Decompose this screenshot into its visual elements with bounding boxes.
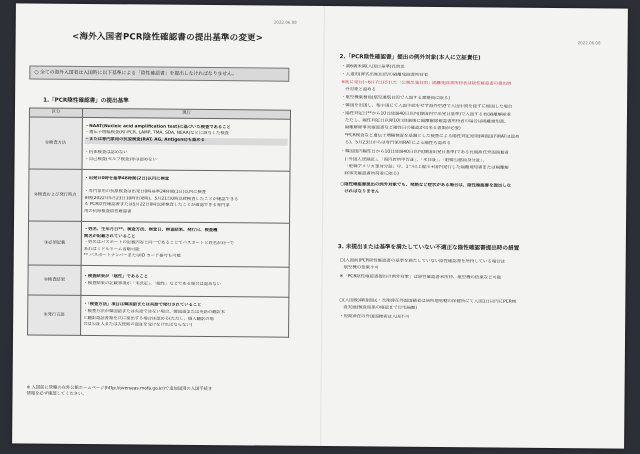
table-row xyxy=(28,295,289,337)
row-line: ・検査方法が韓国語または英語ではない場合、韓国語または英語の翻訳本 xyxy=(83,308,226,316)
row-content xyxy=(81,221,289,267)
footnote-line: 情報を必ず確認してください。 xyxy=(26,391,87,397)
row-line: と翻訳認証書類を共に提出する場合は認める(ただし、個人翻訳の場 xyxy=(83,315,214,322)
section-2-item: ・人道的(葬式出席)目的の隔離免除書所持者 xyxy=(341,72,429,78)
section-2-item: (「外国人登録証」、「国内居所申告証」、「永住証」、「駐韓公館員身分証」、 xyxy=(344,157,487,164)
row-line: ** パスポートナンバーまたはID カード番号も可能 xyxy=(83,253,181,260)
requirements-table xyxy=(27,107,291,337)
table-row xyxy=(28,265,289,297)
section-3-item: ○(入国前)PCR陰性確認書の基準を満たしていない陰性確認書を所持している場合は xyxy=(339,258,506,265)
section-3-item: 航空機の搭乗不可 xyxy=(343,265,379,271)
section-2-item: 「駐韓アメリカ軍身分証」中、1つ以上提示+国内発行した隔離通知書または隔離解 xyxy=(344,164,509,171)
row-line: 関名が記載されていること xyxy=(83,233,136,239)
section-2-item: *PCR検査など遺伝子増幅検査を基盤とした検査による陽性判定原則(韓国国内RATは認め xyxy=(344,133,520,140)
row-line: ・遺伝子増幅検査(RT-PCR, LAMP, TMA, SDA, NEAR)などに該当した検査 xyxy=(84,130,229,137)
row-line: ・または専門家用の抗原検査(RAT, AG, Antigens)も認める xyxy=(85,137,288,145)
table-row xyxy=(28,221,289,267)
row-line: ・NAAT(Nucleic acid amplification test)に基づいた検査であること xyxy=(84,123,231,130)
row-category: ③必須記載 xyxy=(28,221,81,265)
left-page-date: 2022.06.08 xyxy=(273,19,297,25)
entry-notice: ○ 全ての海外入国者は入国時に以下基準による「陰性確認書」を提出しなければなりません。 xyxy=(29,65,289,81)
row-line: ・検査結果の記載事項が「未決定」、「陽性」などである場合は認めない xyxy=(83,280,222,287)
section-2-item: 隔離解除事実確認書など陽性日の確認が出来る書類が必要) xyxy=(344,125,461,132)
section-2-item: 除事実確認書所持者に限る) xyxy=(344,171,399,177)
row-content xyxy=(81,295,289,337)
section-2-item: ただし、陽性判定日以降10日経過後に隔離解除確認書所持者の場合は隔離通知書、 xyxy=(344,118,509,125)
section-2-item: 外対象と認める xyxy=(345,87,376,93)
table-row xyxy=(29,169,290,223)
row-line: ※例(2022年5月23日10時出発時)、5月21日0時以降検査したことが確認できる xyxy=(84,195,239,202)
section-2-item-text: ※既に発行(~6月7日)された「公務出張目的」隔離免除書所持者は陰性確認書の提出例 xyxy=(341,80,512,87)
section-2-item: る)、5月23日からは専門家用RATによる陽性も認める xyxy=(344,140,451,147)
row-line: ・姓名、生年月日**、検査方法、検査日、検査結果、発行日、検査機 xyxy=(83,226,218,234)
header-current: 現行 xyxy=(82,108,290,119)
document-title: <海外入国者PCR陰性確認書の提出基準の変更> xyxy=(72,31,264,44)
section-2-item: ・満6歳未満(入国日基準)乳幼児 xyxy=(341,64,405,70)
row-line: る PCR陰性確認書または5月22日0時以降検査したことが確認できる専門家 xyxy=(84,202,230,209)
row-line: ・「検査方法」項目は韓国語または英語で発行されていること xyxy=(83,302,202,309)
section-3-item-text: ○(入国後)韓国国民・長期滞在外国国籍者は居所地管轄の保健所にて入国1日以内にPCR検 xyxy=(339,298,517,305)
section-3-item: 査実施(検査結果の確認まで自宅隔離) xyxy=(343,305,417,311)
row-line: あればミドルネーム省略可能 xyxy=(83,246,140,253)
section-2-item: ○陰性確認書提出の例外対象でも、発熱など症状がある場合は、陰性確認書を提出しな xyxy=(340,182,512,189)
row-category: ②検査および発行時点 xyxy=(29,169,82,221)
row-line: ・自己検査(セルフ検査)等は認めない xyxy=(84,156,157,163)
row-line: ・出発日0時を基準48時間(2日)以内に検査 xyxy=(84,175,170,182)
row-line: 用の抗原検査陰性確認書 xyxy=(84,208,132,215)
section-3-item: ・短期滞在の外国国籍者は入国不可 xyxy=(339,314,410,320)
section-2-item: ければなりません xyxy=(344,189,380,195)
row-category: ④検査結果 xyxy=(28,265,81,295)
row-category: ①検査方法 xyxy=(29,117,82,169)
document-sheet xyxy=(12,3,628,448)
page-fold xyxy=(320,6,326,446)
row-line: ・抗体検査は認めない xyxy=(84,150,128,156)
row-content xyxy=(81,265,289,297)
row-content xyxy=(82,117,290,171)
right-page-date: 2022.06.08 xyxy=(577,40,601,46)
row-line: ・姓名はパスポートの記載内容と同一であることでパスポートと姓名が同一で xyxy=(83,240,235,247)
section-2-item: ・韓国を出国し、相手国にて入国手続をせず海外空港で入国手続を経ずに帰国した場合 xyxy=(341,103,513,110)
section-2-heading: 2.「PCR陰性確認書」提出の例外対象(本人に立証責任) xyxy=(339,54,481,62)
header-category: 区分 xyxy=(29,108,82,117)
section-1-heading: 1.「PCR陰性確認書」の提出基準 xyxy=(43,97,129,105)
section-3-item: ※「PCR陰性確認書提出の例外対象」は陰性確認書未所持、航空機の搭乗など可能 xyxy=(339,274,502,281)
row-line: ・検査結果が「陰性」であること xyxy=(83,273,149,280)
footnote-line: ※ 入国前に管轄の在外公館ホームページ(http://overseas.mofa.go.kr)で追加国別の入国手続き xyxy=(26,385,213,393)
section-2-item: ・韓国国内陽性日から10日経過40日以内(韓国出発日基準)である長期滞在外国国籍者 xyxy=(340,149,509,156)
section-2-item: ・陽性判定日**から10日経過40日以内(韓国内で出発日基準)で入国する者(隔離解除者 xyxy=(340,111,511,118)
table-row xyxy=(29,117,290,171)
footnote xyxy=(26,385,296,399)
section-2-item: ・航空機乗務員(航空運航目的で入国する乗務員に限る) xyxy=(341,95,450,102)
row-content xyxy=(82,169,290,223)
row-category: ⑤発行言語 xyxy=(28,295,81,335)
section-3-heading: 3. 未提出または基準を満たしていない不適正な陰性確認書提出時の措置 xyxy=(337,244,520,252)
row-line: ・専門家用の抗原検査は出発日0時基準24時間(1日)以内に検査 xyxy=(84,188,207,195)
row-line: 合は公証人または大使館の認証を受けなければならない) xyxy=(83,322,193,328)
